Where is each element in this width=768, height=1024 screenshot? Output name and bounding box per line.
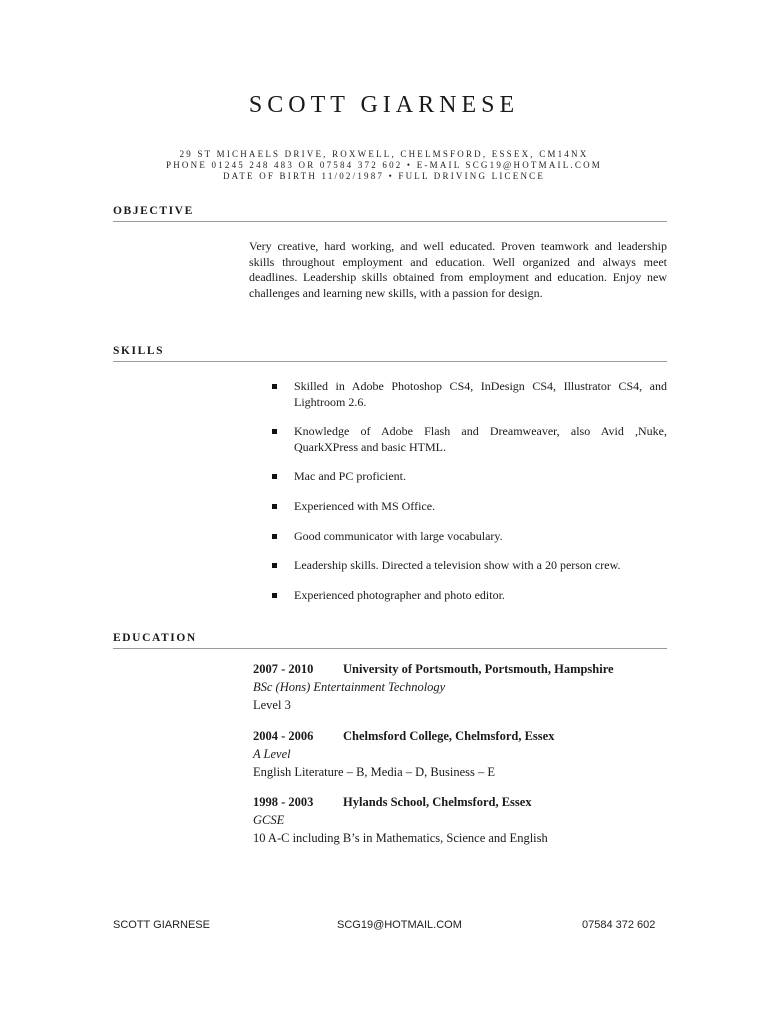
- bullet-icon: [272, 563, 277, 568]
- footer-name: SCOTT GIARNESE: [113, 919, 210, 931]
- education-school: University of Portsmouth, Portsmouth, Hampshire: [343, 662, 614, 676]
- bullet-icon: [272, 429, 277, 434]
- education-school: Chelmsford College, Chelmsford, Essex: [343, 729, 555, 743]
- skill-text: Good communicator with large vocabulary.: [294, 528, 503, 543]
- skill-text: Skilled in Adobe Photoshop CS4, InDesign CS4, Illustrator CS4, and Lightroom 2.6.: [294, 379, 667, 409]
- skill-item: [272, 499, 667, 515]
- bullet-icon: [272, 593, 277, 598]
- education-years: 2007 - 2010: [253, 662, 314, 676]
- skill-item: [272, 424, 667, 455]
- education-entry: [253, 660, 673, 714]
- bullet-icon: [272, 534, 277, 539]
- objective-heading: OBJECTIVE: [113, 205, 194, 217]
- bullet-icon: [272, 504, 277, 509]
- skill-text: Experienced photographer and photo editor.: [294, 587, 505, 602]
- footer-phone: 07584 372 602: [582, 919, 656, 931]
- skill-text: Mac and PC proficient.: [294, 469, 406, 484]
- skills-list: [272, 379, 667, 617]
- skill-item: [272, 379, 667, 410]
- education-years: 1998 - 2003: [253, 795, 314, 809]
- resume-name: SCOTT GIARNESE: [248, 92, 520, 118]
- education-divider: [113, 648, 667, 649]
- objective-text: Very creative, hard working, and well educated. Proven teamwork and leadership skills throughout employment and education. Well organized and always meet deadlines. Leadership skills obtained from employment and education. Enjoy new challenges and learning new skills, with a passion for design.: [249, 239, 667, 300]
- education-detail: 10 A-C including B’s in Mathematics, Science and English: [253, 831, 548, 845]
- education-qualification: GCSE: [253, 813, 285, 827]
- skill-item: [272, 588, 667, 604]
- education-detail: English Literature – B, Media – D, Business – E: [253, 765, 495, 779]
- bullet-icon: [272, 474, 277, 479]
- skills-heading: SKILLS: [113, 345, 165, 357]
- skill-text: Experienced with MS Office.: [294, 498, 436, 513]
- skill-item: [272, 469, 667, 485]
- bullet-icon: [272, 384, 277, 389]
- education-qualification: A Level: [253, 747, 291, 761]
- education-entry: [253, 793, 673, 847]
- skill-text: Leadership skills. Directed a television show with a 20 person crew.: [294, 558, 621, 573]
- skill-item: [272, 529, 667, 545]
- footer-email: SCG19@HOTMAIL.COM: [337, 919, 462, 931]
- dob-licence-line: DATE OF BIRTH 11/02/1987 • FULL DRIVING LICENCE: [222, 171, 546, 181]
- education-qualification: BSc (Hons) Entertainment Technology: [253, 680, 446, 694]
- education-entry: [253, 727, 673, 781]
- skills-divider: [113, 361, 667, 362]
- education-school: Hylands School, Chelmsford, Essex: [343, 795, 532, 809]
- objective-divider: [113, 221, 667, 222]
- education-heading: EDUCATION: [113, 632, 197, 644]
- education-detail: Level 3: [253, 698, 291, 712]
- address-line: 29 ST MICHAELS DRIVE, ROXWELL, CHELMSFORD, ESSEX, CM14NX: [179, 149, 589, 159]
- skill-text: Knowledge of Adobe Flash and Dreamweaver, also Avid ,Nuke, QuarkXPress and basic HTML.: [294, 424, 667, 454]
- skill-item: [272, 558, 667, 574]
- education-years: 2004 - 2006: [253, 729, 314, 743]
- phone-email-line: PHONE 01245 248 483 OR 07584 372 602 • E-MAIL SCG19@HOTMAIL.COM: [166, 160, 602, 170]
